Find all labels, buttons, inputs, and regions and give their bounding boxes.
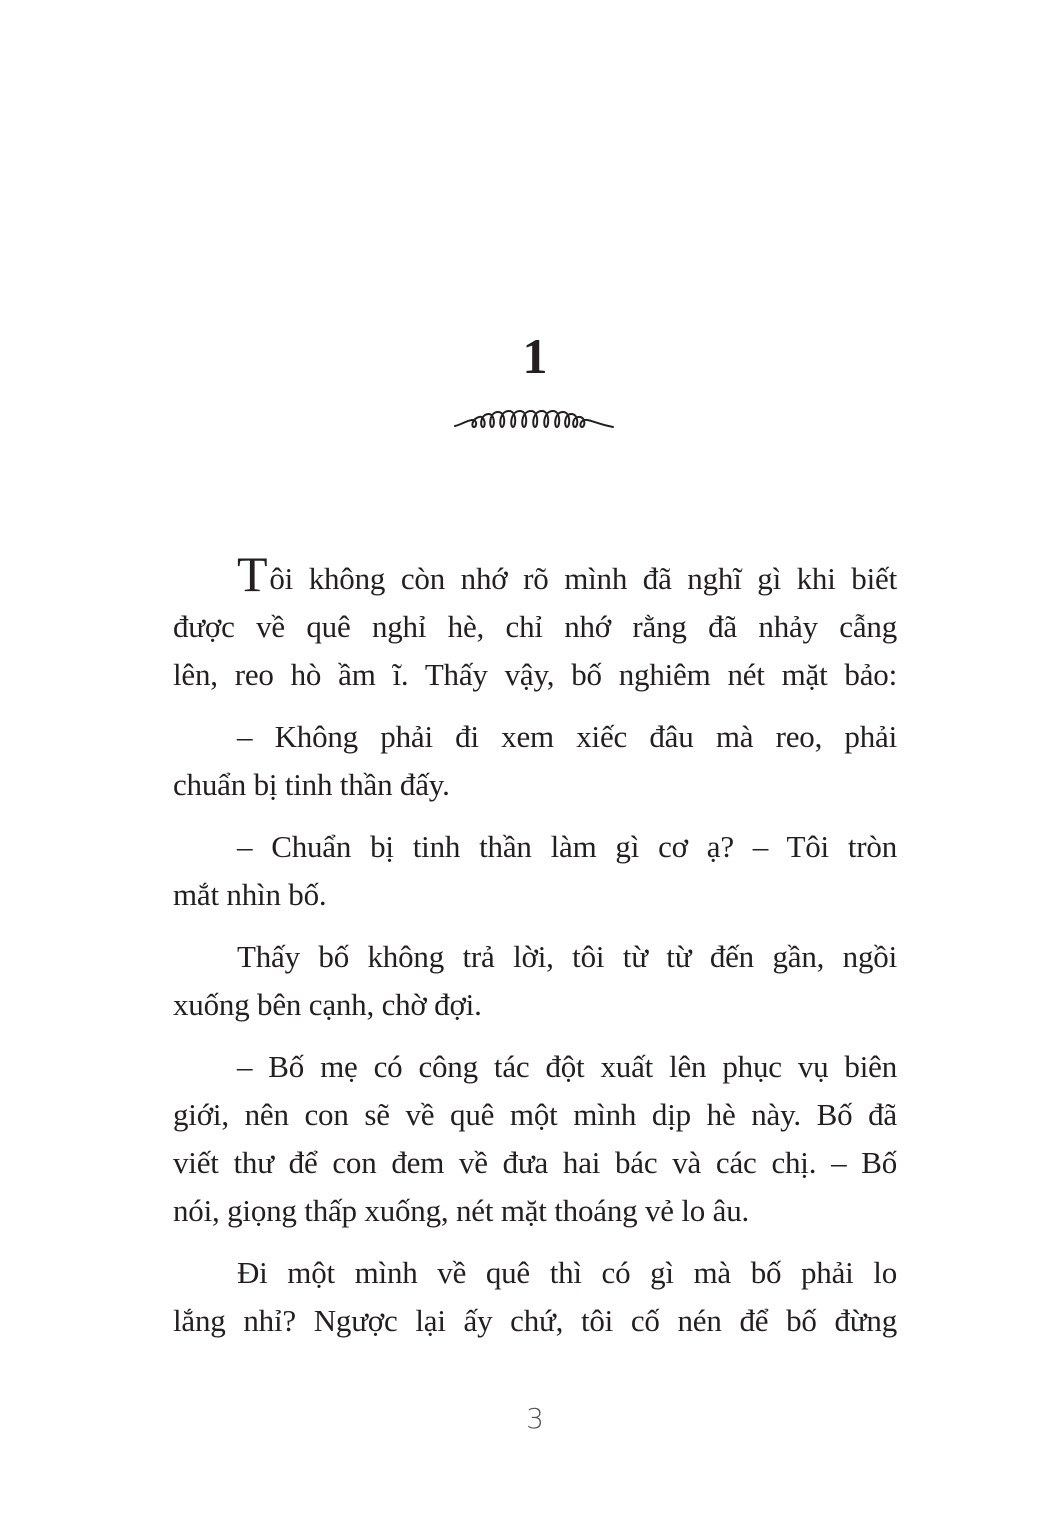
text-line: viết thư để con đem về đưa hai bác và các chị. – Bố	[173, 1145, 897, 1180]
text-line: lắng nhỉ? Ngược lại ấy chứ, tôi cố nén để bố đừng	[173, 1303, 897, 1338]
text-line: – Bố mẹ có công tác đột xuất lên phục vụ biên	[237, 1049, 897, 1084]
paragraph-3	[173, 823, 897, 919]
text-line: lên, reo hò ầm ĩ. Thấy vậy, bố nghiêm nét mặt bảo:	[173, 657, 897, 692]
text-line: chuẩn bị tinh thần đấy.	[173, 767, 450, 802]
text-line: – Không phải đi xem xiếc đâu mà reo, phải	[237, 719, 897, 754]
text-line: mắt nhìn bố.	[173, 877, 327, 912]
chapter-body	[173, 546, 897, 1359]
paragraph-5	[173, 1043, 897, 1235]
chapter-number: 1	[522, 328, 548, 384]
drop-cap: T	[237, 546, 268, 602]
paragraph-1	[173, 546, 897, 699]
text-line: ôi không còn nhớ rõ mình đã nghĩ gì khi biết	[269, 561, 897, 596]
text-line: nói, giọng thấp xuống, nét mặt thoáng vẻ lo âu.	[173, 1193, 750, 1228]
text-line: Đi một mình về quê thì có gì mà bố phải lo	[237, 1255, 897, 1290]
page-number: 3	[526, 1402, 544, 1435]
paragraph-4	[173, 933, 897, 1029]
text-line: được về quê nghỉ hè, chỉ nhớ rằng đã nhảy cẫng	[173, 609, 897, 644]
text-line: giới, nên con sẽ về quê một mình dịp hè này. Bố đã	[173, 1097, 897, 1132]
paragraph-6	[173, 1249, 897, 1345]
text-line: – Chuẩn bị tinh thần làm gì cơ ạ? – Tôi tròn	[237, 829, 897, 864]
text-line: Thấy bố không trả lời, tôi từ từ đến gần, ngồi	[237, 939, 897, 974]
text-line: xuống bên cạnh, chờ đợi.	[173, 987, 482, 1022]
flourish-divider-icon	[453, 400, 617, 432]
paragraph-2	[173, 713, 897, 809]
